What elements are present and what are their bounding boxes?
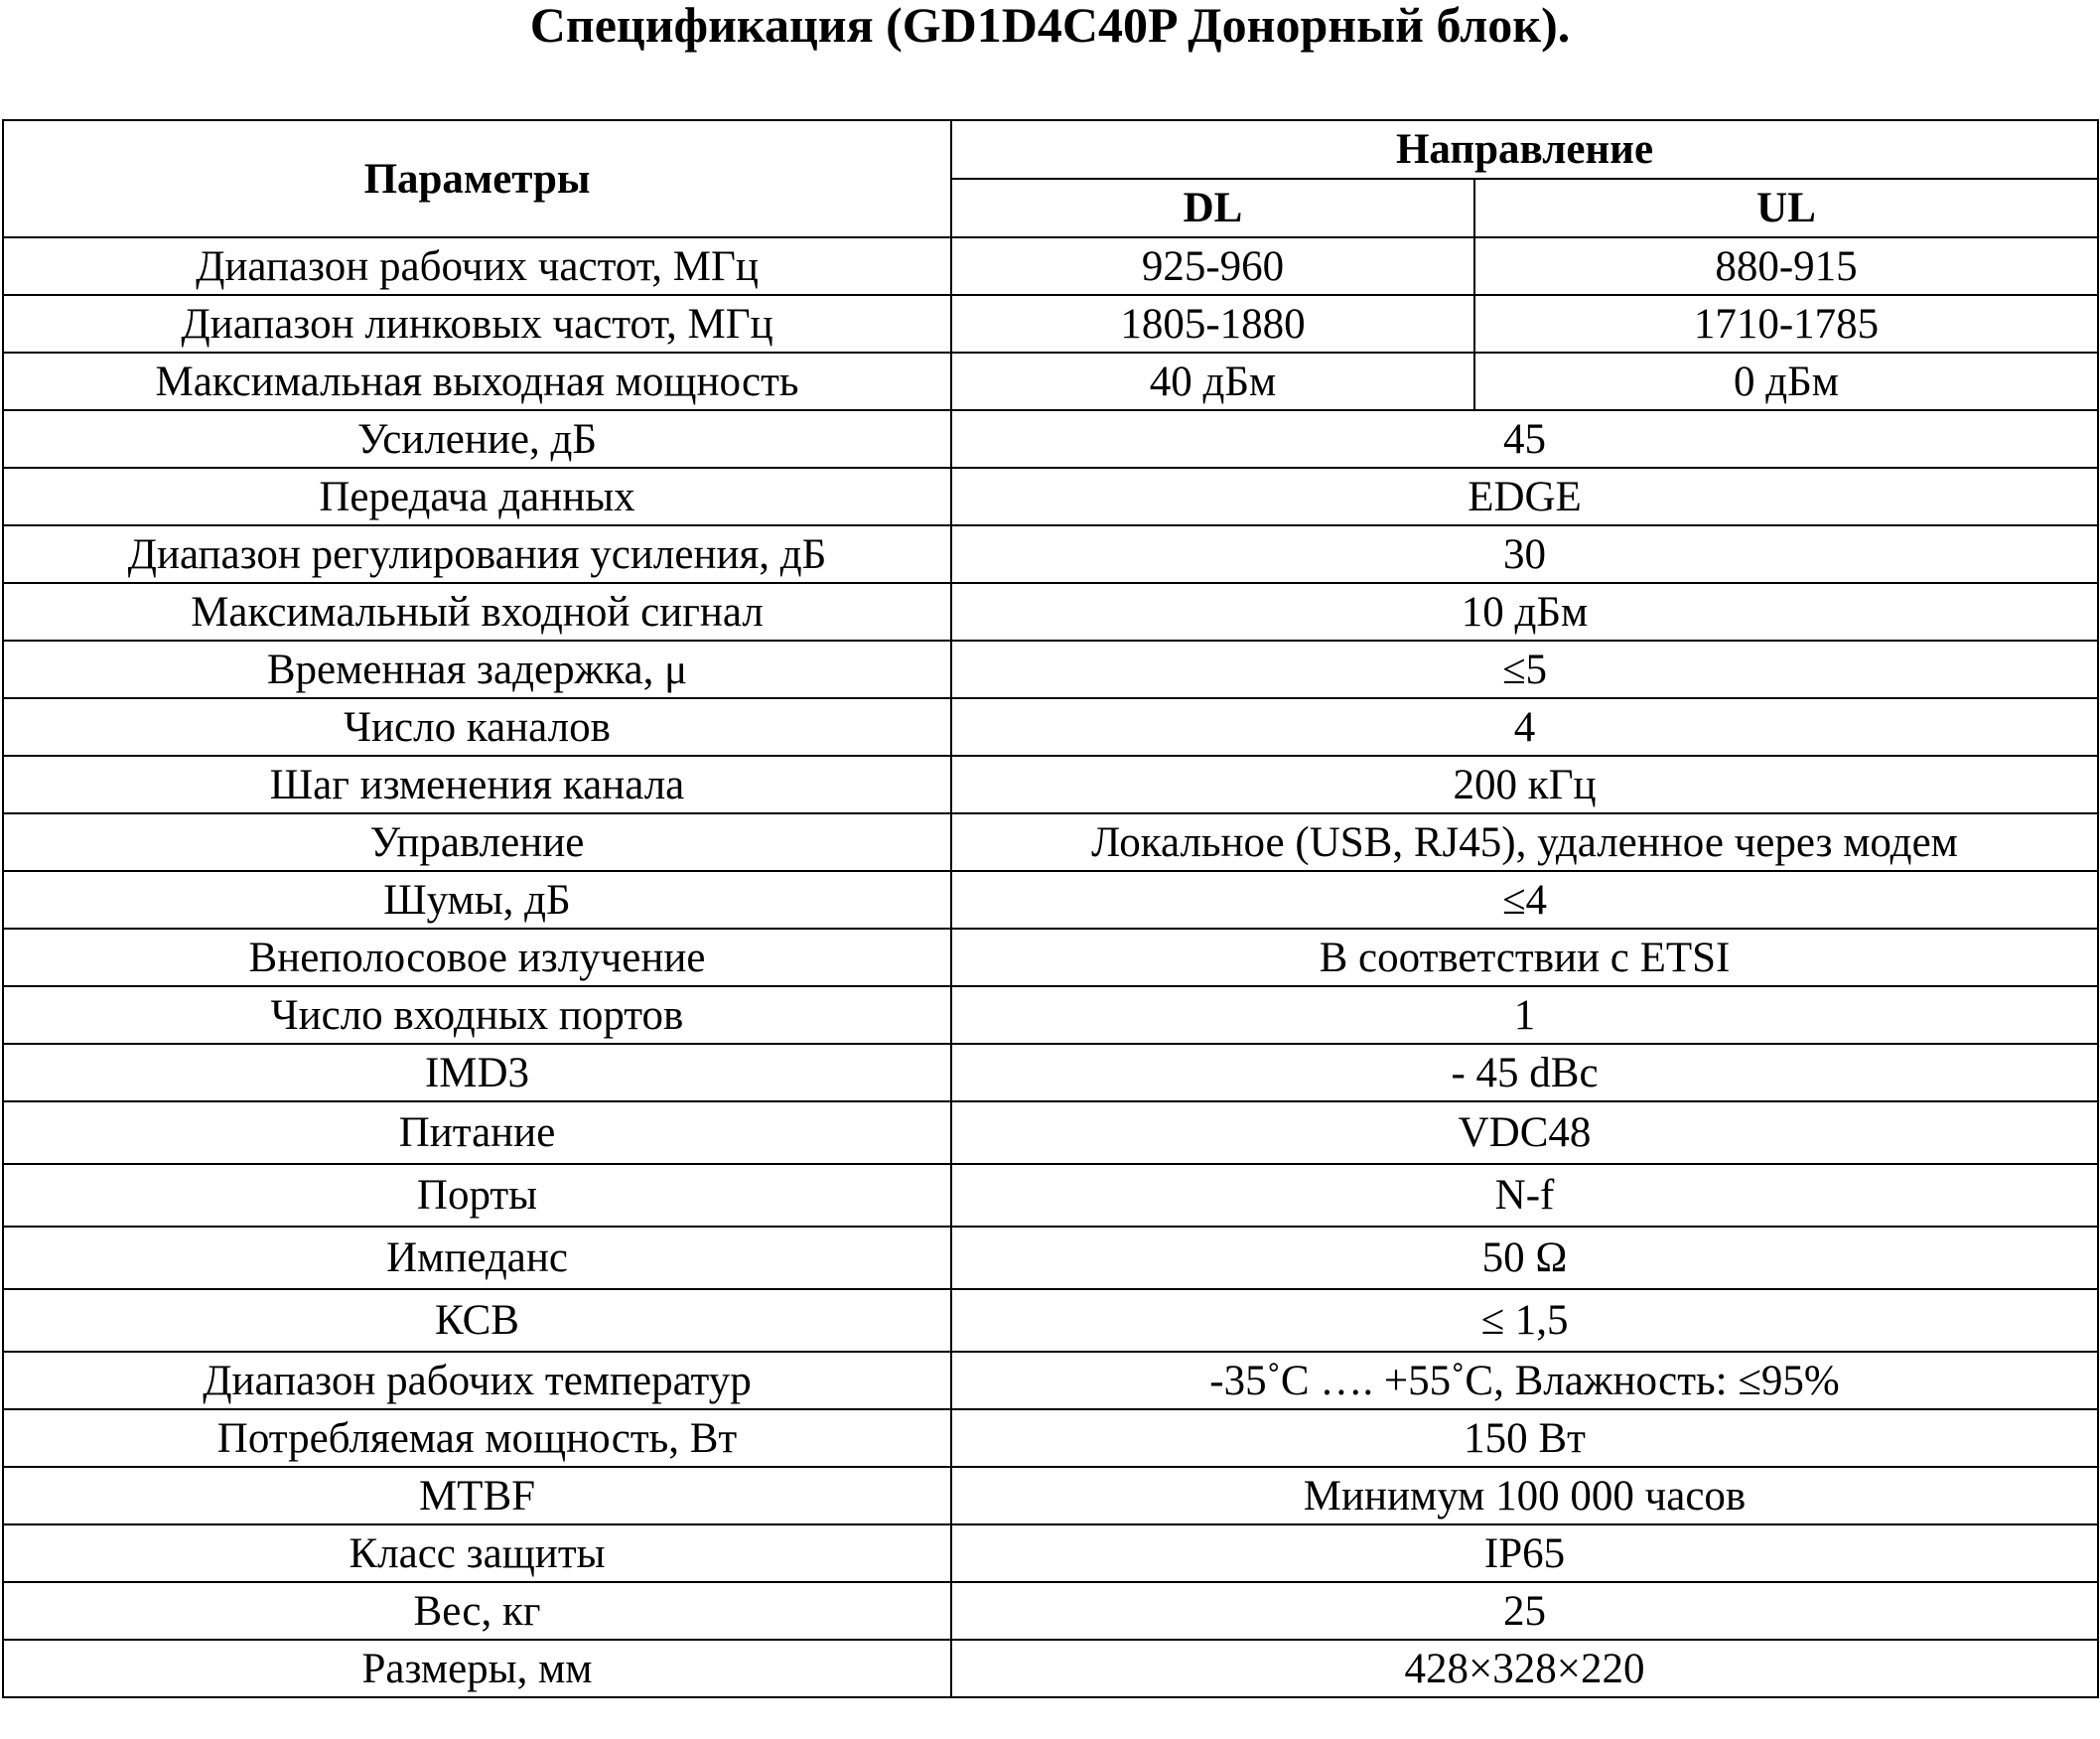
- param-cell: Максимальный входной сигнал: [3, 583, 951, 641]
- value-cell: 428×328×220: [951, 1640, 2098, 1697]
- dl-value-cell: 1805-1880: [951, 295, 1474, 353]
- param-cell: IMD3: [3, 1044, 951, 1101]
- value-cell: ≤ 1,5: [951, 1289, 2098, 1352]
- param-cell: Число входных портов: [3, 986, 951, 1044]
- param-cell: Шаг изменения канала: [3, 756, 951, 813]
- dl-value-cell: 925-960: [951, 237, 1474, 295]
- table-row: [3, 583, 2098, 641]
- header-ul: UL: [1474, 179, 2098, 237]
- table-row: [3, 698, 2098, 756]
- table-row: [3, 813, 2098, 871]
- value-cell: N-f: [951, 1164, 2098, 1227]
- param-cell: Диапазон рабочих частот, МГц: [3, 237, 951, 295]
- param-cell: Число каналов: [3, 698, 951, 756]
- value-cell: ≤4: [951, 871, 2098, 929]
- table-row: [3, 353, 2098, 410]
- table-row: [3, 1524, 2098, 1582]
- table-row: [3, 986, 2098, 1044]
- param-cell: Класс защиты: [3, 1524, 951, 1582]
- param-cell: Питание: [3, 1101, 951, 1164]
- ul-value-cell: 1710-1785: [1474, 295, 2098, 353]
- param-cell: КСВ: [3, 1289, 951, 1352]
- ul-value-cell: 0 дБм: [1474, 353, 2098, 410]
- value-cell: 150 Вт: [951, 1409, 2098, 1467]
- table-row: [3, 1467, 2098, 1524]
- value-cell: 1: [951, 986, 2098, 1044]
- table-row: [3, 1044, 2098, 1101]
- param-cell: MTBF: [3, 1467, 951, 1524]
- value-cell: Минимум 100 000 часов: [951, 1467, 2098, 1524]
- param-cell: Порты: [3, 1164, 951, 1227]
- param-cell: Передача данных: [3, 468, 951, 525]
- value-cell: 45: [951, 410, 2098, 468]
- value-cell: 30: [951, 525, 2098, 583]
- table-row: [3, 1409, 2098, 1467]
- param-cell: Временная задержка, μ: [3, 641, 951, 698]
- param-cell: Шумы, дБ: [3, 871, 951, 929]
- param-cell: Внеполосовое излучение: [3, 929, 951, 986]
- param-cell: Управление: [3, 813, 951, 871]
- table-row: [3, 1289, 2098, 1352]
- table-row: [3, 1164, 2098, 1227]
- param-cell: Размеры, мм: [3, 1640, 951, 1697]
- table-row: [3, 525, 2098, 583]
- table-row: [3, 1640, 2098, 1697]
- document-title: Спецификация (GD1D4C40P Донорный блок).: [529, 0, 1571, 53]
- value-cell: 10 дБм: [951, 583, 2098, 641]
- value-cell: -35˚С …. +55˚С, Влажность: ≤95%: [951, 1352, 2098, 1409]
- param-cell: Диапазон регулирования усиления, дБ: [3, 525, 951, 583]
- table-row: [3, 756, 2098, 813]
- table-row: [3, 468, 2098, 525]
- header-direction: Направление: [951, 120, 2098, 179]
- dl-value-cell: 40 дБм: [951, 353, 1474, 410]
- table-row: [3, 1582, 2098, 1640]
- value-cell: 200 кГц: [951, 756, 2098, 813]
- value-cell: ≤5: [951, 641, 2098, 698]
- header-dl: DL: [951, 179, 1474, 237]
- table-row: [3, 410, 2098, 468]
- value-cell: EDGE: [951, 468, 2098, 525]
- table-row: [3, 237, 2098, 295]
- param-cell: Диапазон линковых частот, МГц: [3, 295, 951, 353]
- value-cell: 25: [951, 1582, 2098, 1640]
- param-cell: Потребляемая мощность, Вт: [3, 1409, 951, 1467]
- table-row: [3, 1352, 2098, 1409]
- value-cell: Локальное (USB, RJ45), удаленное через модем: [951, 813, 2098, 871]
- value-cell: VDC48: [951, 1101, 2098, 1164]
- param-cell: Импеданс: [3, 1227, 951, 1289]
- param-cell: Вес, кг: [3, 1582, 951, 1640]
- value-cell: В соответствии с ETSI: [951, 929, 2098, 986]
- param-cell: Диапазон рабочих температур: [3, 1352, 951, 1409]
- table-header-row: [3, 120, 2098, 179]
- header-parameters: Параметры: [3, 120, 951, 237]
- param-cell: Максимальная выходная мощность: [3, 353, 951, 410]
- param-cell: Усиление, дБ: [3, 410, 951, 468]
- value-cell: IP65: [951, 1524, 2098, 1582]
- value-cell: - 45 dBc: [951, 1044, 2098, 1101]
- ul-value-cell: 880-915: [1474, 237, 2098, 295]
- table-row: [3, 641, 2098, 698]
- table-row: [3, 929, 2098, 986]
- specification-table: [2, 119, 2099, 1698]
- table-row: [3, 1101, 2098, 1164]
- value-cell: 4: [951, 698, 2098, 756]
- table-row: [3, 1227, 2098, 1289]
- table-row: [3, 871, 2098, 929]
- table-row: [3, 295, 2098, 353]
- value-cell: 50 Ω: [951, 1227, 2098, 1289]
